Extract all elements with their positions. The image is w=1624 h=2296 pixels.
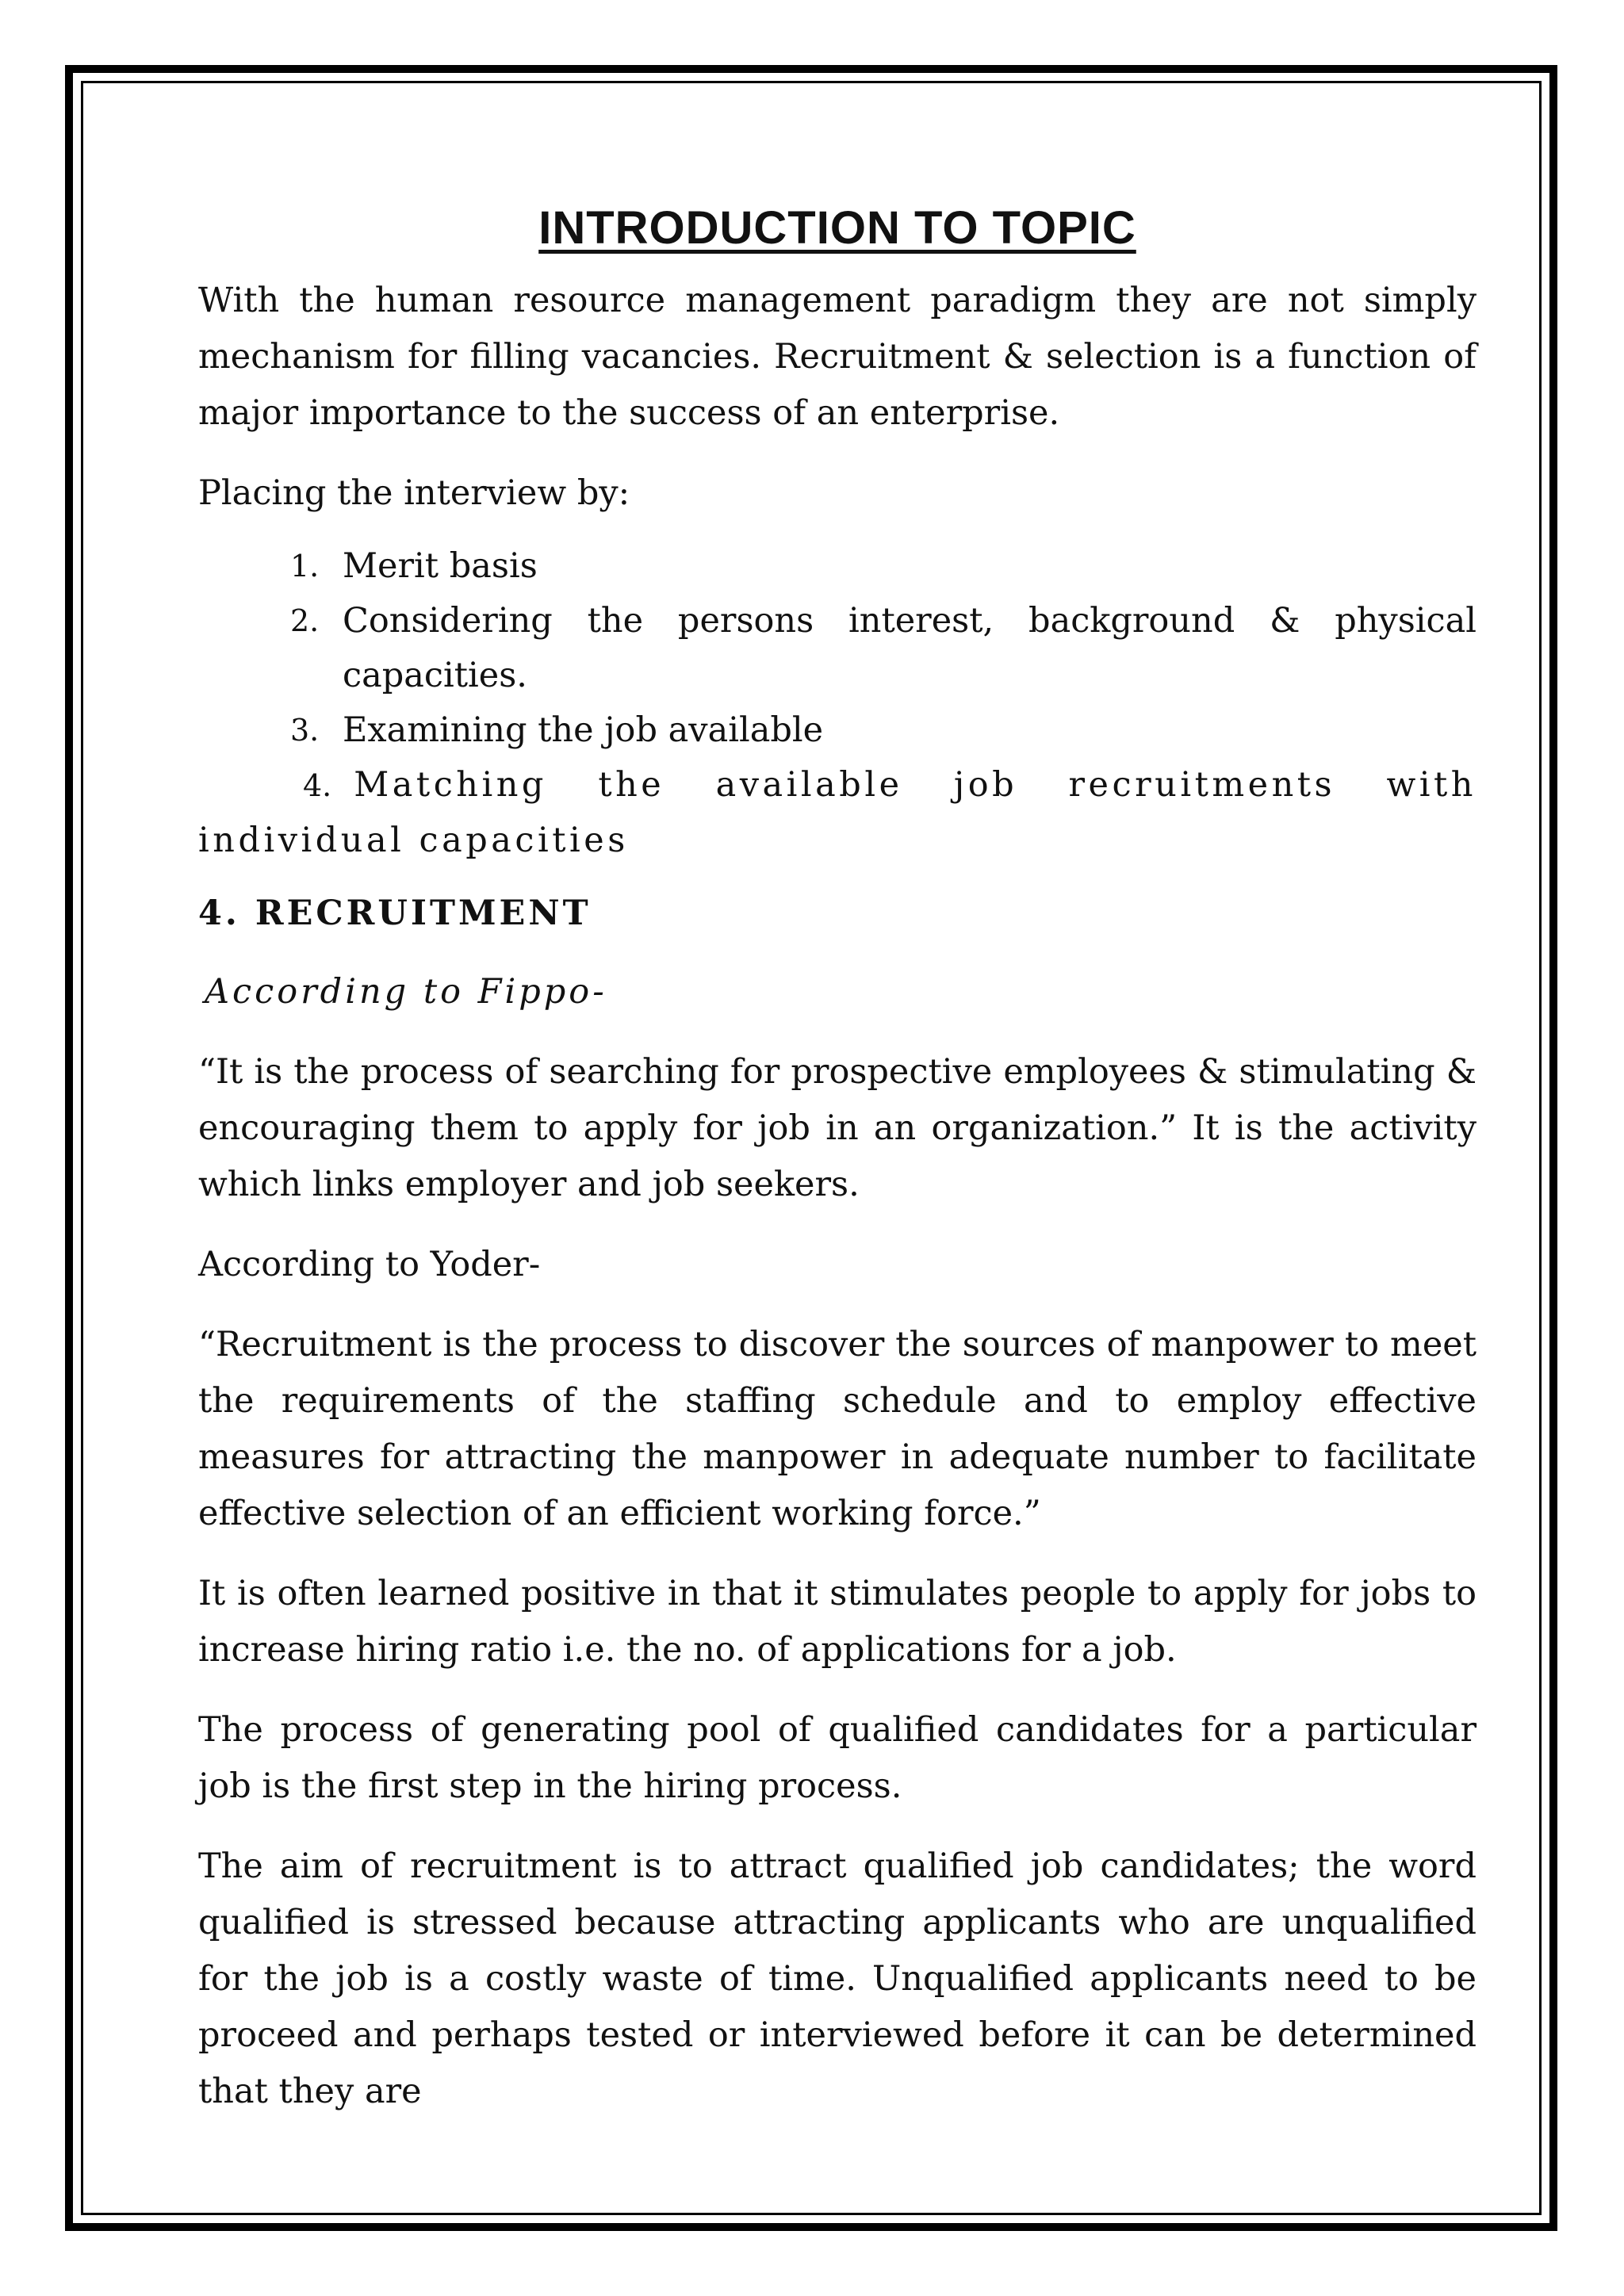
placement-list xyxy=(198,539,1477,758)
list-item-4 xyxy=(198,758,1477,868)
document-body xyxy=(198,198,1477,2144)
fippo-quote: “It is the process of searching for prospective employees & stimulating & encouraging them to apply for job in an organization.” It is the activity which links employer and job seekers. xyxy=(198,1052,1477,1204)
fippo-label: According to Fippo- xyxy=(205,972,607,1012)
list-item xyxy=(198,594,1477,703)
page-title: INTRODUCTION TO TOPIC xyxy=(538,202,1136,254)
list-item xyxy=(198,703,1477,758)
list-number: 1. xyxy=(290,549,320,584)
aim-paragraph: The aim of recruitment is to attract qualified job candidates; the word qualified is stressed because attracting applicants who are unqualified for the job is a costly waste of time. Unqualified applicants need to be proceed and perhaps tested or interviewed before it can be determined that they are xyxy=(198,1846,1477,2111)
process-paragraph: The process of generating pool of qualified candidates for a particular job is the first step in the hiring process. xyxy=(198,1710,1477,1806)
list-item-text: Considering the persons interest, background & physical capacities. xyxy=(343,601,1477,695)
placing-label: Placing the interview by: xyxy=(198,473,630,513)
list-item-text: Examining the job available xyxy=(343,710,824,750)
yoder-label: According to Yoder- xyxy=(198,1245,541,1284)
list-item-text: Merit basis xyxy=(343,546,538,586)
list-number: 3. xyxy=(290,713,320,748)
yoder-quote: “Recruitment is the process to discover the sources of manpower to meet the requirements of the staffing schedule and to employ effective measures for attracting the manpower in adequate number to facilitate effective selection of an efficient working force.” xyxy=(198,1325,1477,1533)
positive-paragraph: It is often learned positive in that it stimulates people to apply for jobs to increase hiring ratio i.e. the no. of applications for a job. xyxy=(198,1574,1477,1670)
intro-paragraph: With the human resource management paradigm they are not simply mechanism for filling vacancies. Recruitment & selection is a function of major importance to the success of an enterprise. xyxy=(198,281,1477,433)
list-item-text: Matching the available job recruitments with individual capacities xyxy=(198,765,1477,860)
list-item xyxy=(198,539,1477,594)
list-number: 4. xyxy=(303,768,332,803)
section-heading: 4. RECRUITMENT xyxy=(198,894,592,933)
list-number: 2. xyxy=(290,603,320,638)
